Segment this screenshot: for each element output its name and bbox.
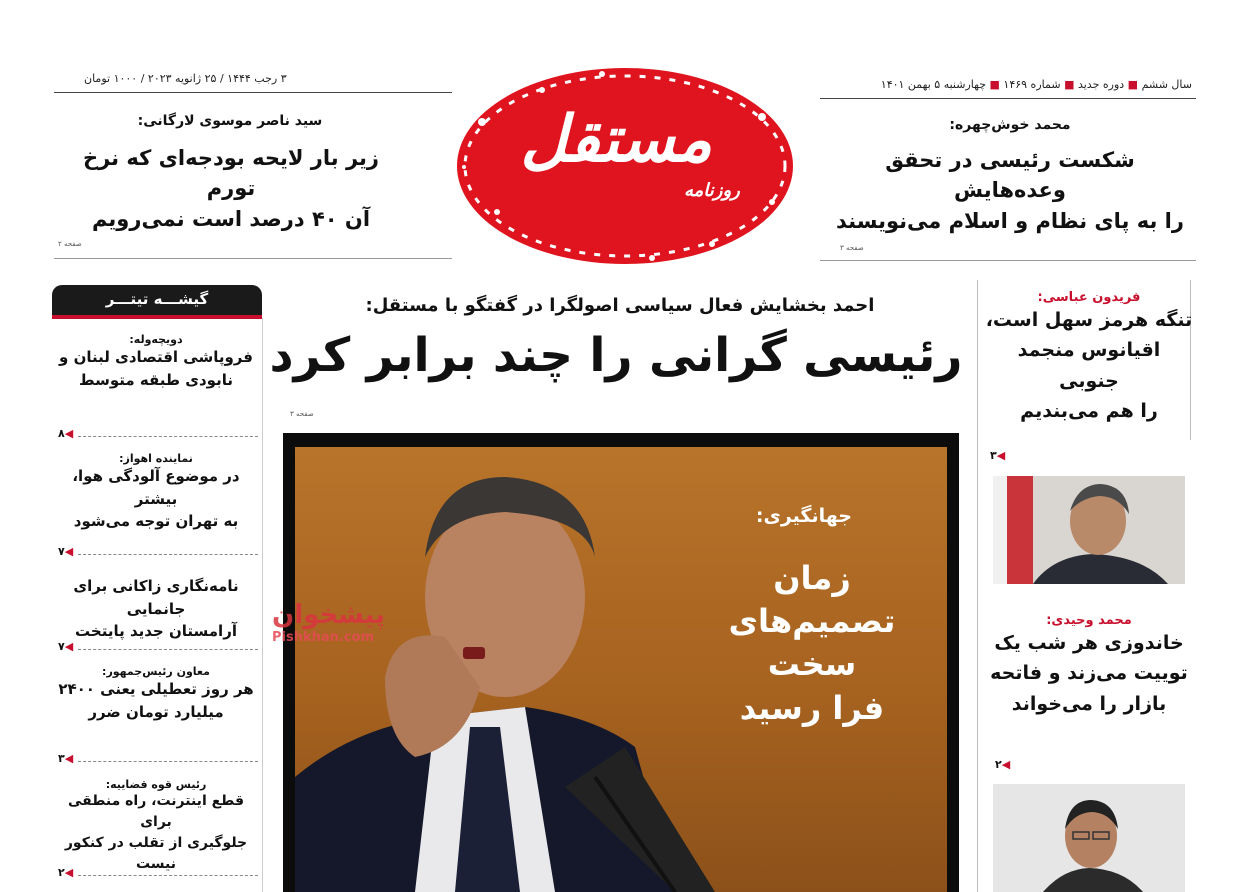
sidebar-item-line: هر روز تعطیلی یعنی ۲۴۰۰ [58, 680, 254, 698]
sidebar-item[interactable] [52, 452, 260, 533]
sidebar-item-page: ◀۳ [58, 752, 74, 765]
right-story-kicker: محمد وحیدی: [1046, 613, 1132, 628]
sidebar-item-line: جلوگیری از تقلب در کنکور نیست [64, 835, 248, 872]
sidebar-item-kicker: معاون رئیس‌جمهور: [102, 665, 210, 678]
meta-period: دوره جدید [1077, 78, 1125, 91]
sidebar-border [262, 318, 263, 892]
right-story-line: بازار را می‌خواند [1011, 692, 1167, 715]
meta-issue: شماره ۱۴۶۹ [1003, 78, 1061, 91]
sidebar-item-line: نامه‌نگاری زاکانی برای جانمایی [73, 577, 239, 618]
photo-quote-line3: فرا رسید [739, 688, 885, 727]
sidebar-item[interactable] [52, 575, 260, 643]
teaser-right-headline[interactable] [830, 145, 1190, 236]
photo-quote [697, 557, 927, 730]
sidebar-item-line: آرامستان جدید پایتخت [75, 622, 237, 640]
main-photo[interactable] [295, 447, 947, 892]
portrait-photo-icon [993, 784, 1185, 892]
teaser-left-line1: زیر بار لایحه بودجه‌ای که نرخ تورم [82, 146, 380, 201]
teaser-right-rule [820, 260, 1196, 261]
newspaper-logo [452, 62, 798, 270]
watermark-en: Pishkhan.com [272, 630, 375, 645]
right-story-photo[interactable] [993, 784, 1185, 892]
main-photo-frame [283, 433, 959, 892]
meta-year: سال ششم [1141, 78, 1192, 91]
right-story-line: اقیانوس منجمد جنوبی [1017, 339, 1161, 392]
photo-quote-line1: زمان [773, 559, 851, 597]
masthead-meta-left: ۳ رجب ۱۴۴۴ / ۲۵ ژانویه ۲۰۲۳ / ۱۰۰۰ تومان [84, 72, 287, 85]
sidebar-item[interactable] [52, 778, 260, 875]
sidebar-item-page: ◀۲ [58, 866, 74, 879]
sidebar-item-page: ◀۸ [58, 427, 74, 440]
right-story[interactable] [985, 613, 1193, 719]
sidebar-header [52, 285, 262, 319]
sidebar-item-kicker: دویچه‌وله: [129, 333, 183, 346]
right-story-line: توییت می‌زند و فاتحه [990, 662, 1188, 685]
sidebar-item-kicker: نماینده اهواز: [119, 452, 193, 465]
teaser-right-page: صفحه ۳ [840, 244, 864, 252]
sidebar-item-line: فروپاشی اقتصادی لبنان و [59, 348, 253, 366]
sidebar-item-kicker: رئیس قوه قضاییه: [105, 778, 207, 791]
sidebar-divider [78, 649, 258, 650]
portrait-photo-icon [993, 476, 1185, 584]
sidebar-divider [78, 436, 258, 437]
right-story-line: خاندوزی هر شب یک [994, 632, 1184, 654]
right-story-page: ◀۲ [995, 758, 1011, 771]
main-page: صفحه ۳ [290, 410, 314, 418]
pishkhan-watermark [272, 600, 385, 645]
sidebar-divider [78, 761, 258, 762]
masthead-rule-right [820, 98, 1196, 99]
masthead-meta-right: سال ششم ■ دوره جدید ■ شماره ۱۴۶۹ ■ چهارشنبه ۵ بهمن ۱۴۰۱ [880, 78, 1192, 91]
sidebar-divider [78, 875, 258, 876]
sidebar-item[interactable] [52, 333, 260, 391]
meta-date: چهارشنبه ۵ بهمن ۱۴۰۱ [880, 78, 987, 91]
sidebar-item-line: در موضوع آلودگی هوا، بیشتر [72, 467, 240, 508]
right-story[interactable] [985, 290, 1193, 427]
teaser-left-line2: آن ۴۰ درصد است نمی‌رویم [91, 206, 371, 231]
sidebar-title: گیشـــه تیتـــر [105, 290, 209, 308]
main-headline[interactable]: رئیسی گرانی را چند برابر کرد [269, 328, 963, 383]
teaser-left-kicker: سید ناصر موسوی لارگانی: [137, 113, 323, 129]
photo-quote-kicker: جهانگیری: [755, 505, 852, 527]
photo-quote-line2: تصمیم‌های سخت [728, 602, 896, 684]
sidebar-item-page: ◀۷ [58, 545, 74, 558]
right-story-kicker: فریدون عباسی: [1037, 290, 1141, 305]
sidebar-item-line: به تهران توجه می‌شود [73, 512, 239, 530]
sidebar-item-line: نابودی طبقه متوسط [79, 370, 233, 389]
teaser-right-line1: شکست رئیسی در تحقق وعده‌هایش [885, 148, 1135, 203]
sidebar-item-line: میلیارد تومان ضرر [88, 702, 224, 721]
watermark-fa: پیشخوان [272, 600, 385, 630]
main-kicker: احمد بخشایش فعال سیاسی اصولگرا در گفتگو با مستقل: [365, 295, 875, 316]
right-story-line: را هم می‌بندیم [1020, 400, 1158, 423]
sidebar-divider [78, 554, 258, 555]
right-column-border-left [977, 280, 978, 892]
teaser-left-page: صفحه ۲ [58, 240, 82, 248]
right-story-line: تنگه هرمز سهل است، [985, 309, 1193, 331]
teaser-right-line2: را به پای نظام و اسلام می‌نویسند [836, 208, 1184, 233]
logo-subtext: روزنامه [684, 180, 740, 201]
sidebar-item[interactable] [52, 665, 260, 723]
sidebar-item-line: قطع اینترنت، راه منطقی برای [68, 793, 244, 830]
teaser-right-kicker: محمد خوش‌چهره: [949, 117, 1071, 133]
teaser-left-headline[interactable] [56, 143, 406, 234]
logo-text: مستقل [520, 102, 712, 177]
right-story-photo[interactable] [993, 476, 1185, 584]
right-story-page: ◀۳ [990, 449, 1006, 462]
sidebar-item-page: ◀۷ [58, 640, 74, 653]
teaser-left-rule [54, 258, 452, 259]
masthead-rule-left [54, 92, 452, 93]
